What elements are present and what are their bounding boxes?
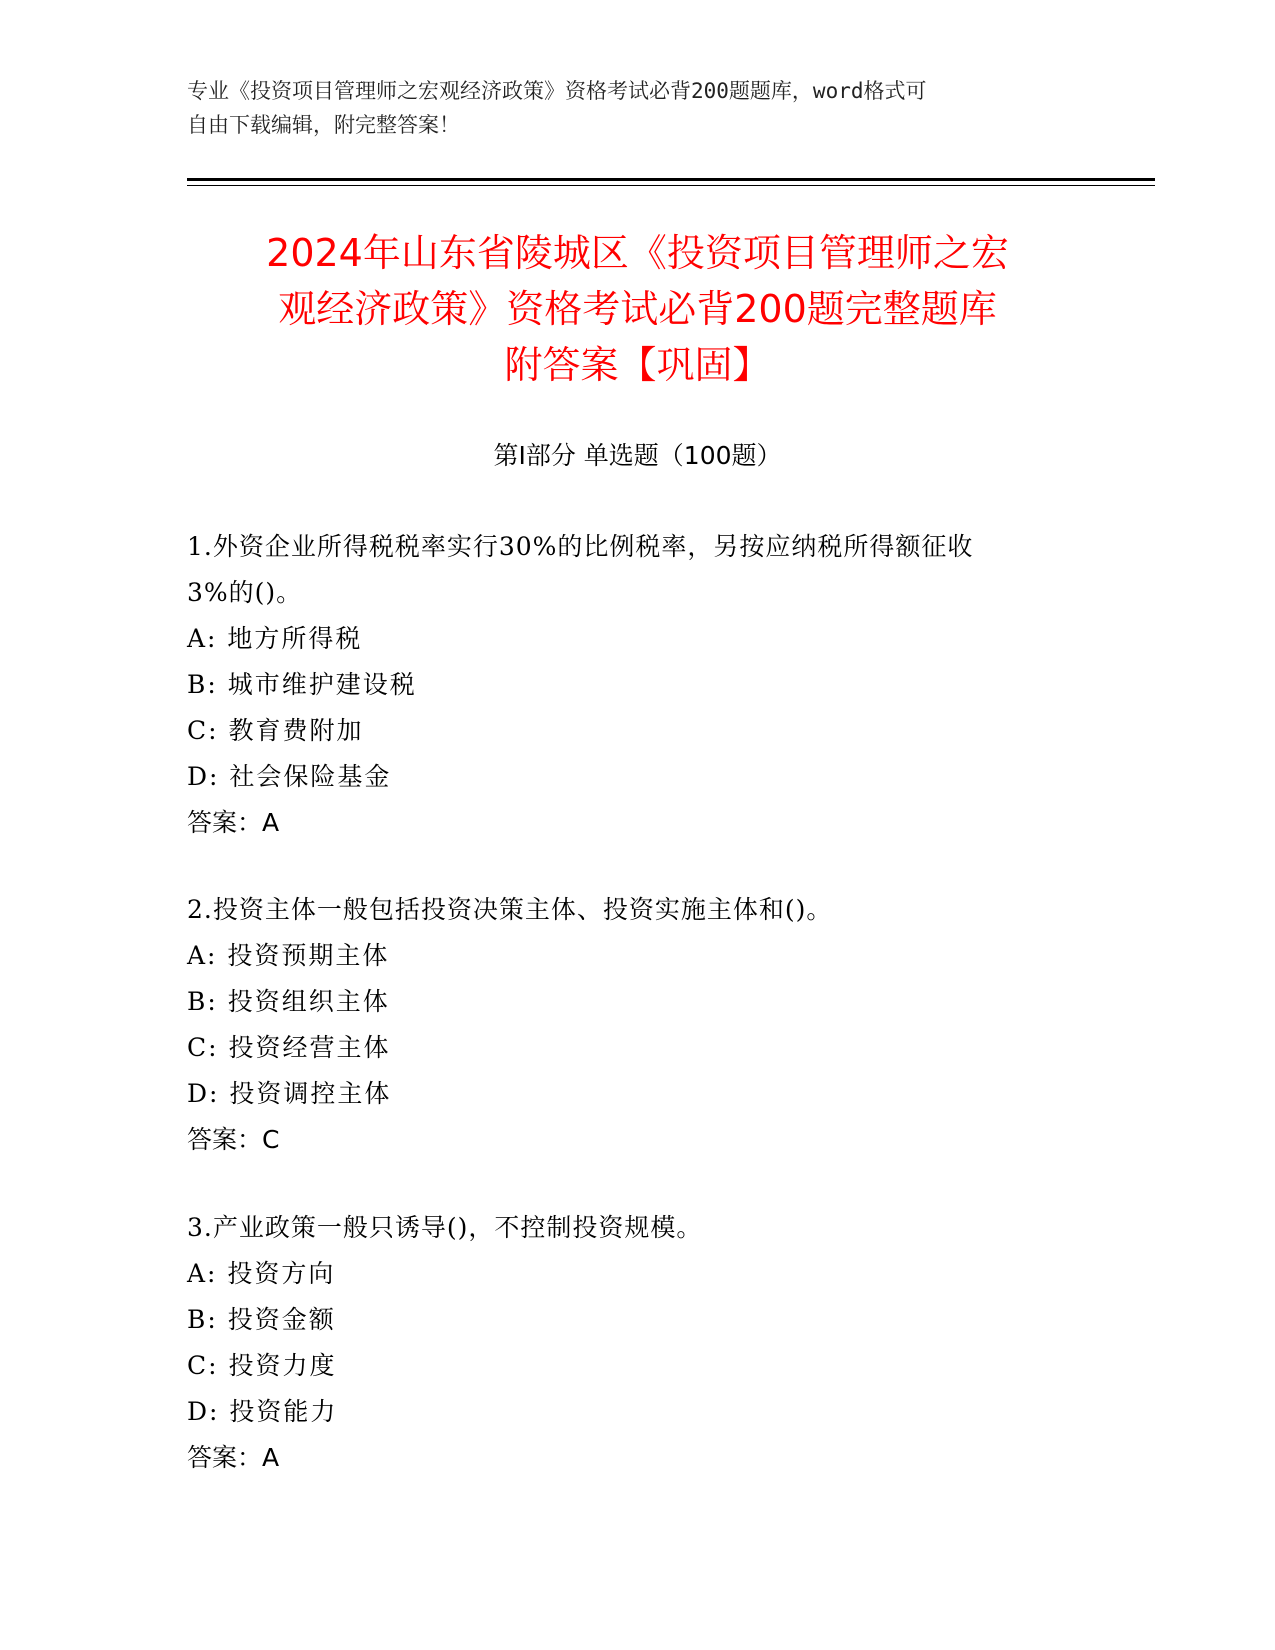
option-c: C: 投资力度 (187, 1351, 337, 1380)
option-d: D: 社会保险基金 (187, 762, 392, 791)
answer: 答案：A (187, 1443, 280, 1472)
title-line-1: 2024年山东省陵城区《投资项目管理师之宏 (266, 231, 1009, 275)
option-b: B: 投资组织主体 (187, 987, 390, 1016)
answer: 答案：A (187, 808, 280, 837)
answer: 答案：C (187, 1125, 280, 1154)
section-heading: 第Ⅰ部分 单选题（100题） (493, 441, 782, 470)
question-2 (187, 887, 1087, 1163)
header-divider-thin (187, 185, 1155, 186)
question-1 (187, 524, 1087, 846)
question-stem: 1.外资企业所得税税率实行30%的比例税率，另按应纳税所得额征收 (187, 532, 974, 561)
page-header (187, 74, 1087, 142)
option-d: D: 投资调控主体 (187, 1079, 392, 1108)
question-3 (187, 1205, 1087, 1481)
option-a: A: 投资方向 (187, 1259, 336, 1288)
question-stem: 3.产业政策一般只诱导()，不控制投资规模。 (187, 1213, 703, 1242)
title-line-3: 附答案【巩固】 (504, 343, 771, 387)
header-line-1: 专业《投资项目管理师之宏观经济政策》资格考试必背200题题库，word格式可 (187, 79, 927, 103)
option-b: B: 投资金额 (187, 1305, 336, 1334)
header-divider-thick (187, 178, 1155, 181)
option-a: A: 地方所得税 (187, 624, 363, 653)
document-title (160, 225, 1115, 393)
option-c: C: 教育费附加 (187, 716, 364, 745)
option-d: D: 投资能力 (187, 1397, 338, 1426)
option-b: B: 城市维护建设税 (187, 670, 417, 699)
header-line-2: 自由下载编辑，附完整答案！ (187, 113, 460, 137)
question-stem: 2.投资主体一般包括投资决策主体、投资实施主体和()。 (187, 895, 833, 924)
option-c: C: 投资经营主体 (187, 1033, 391, 1062)
title-line-2: 观经济政策》资格考试必背200题完整题库 (278, 287, 997, 331)
option-a: A: 投资预期主体 (187, 941, 390, 970)
question-stem-continued: 3%的()。 (187, 578, 303, 607)
